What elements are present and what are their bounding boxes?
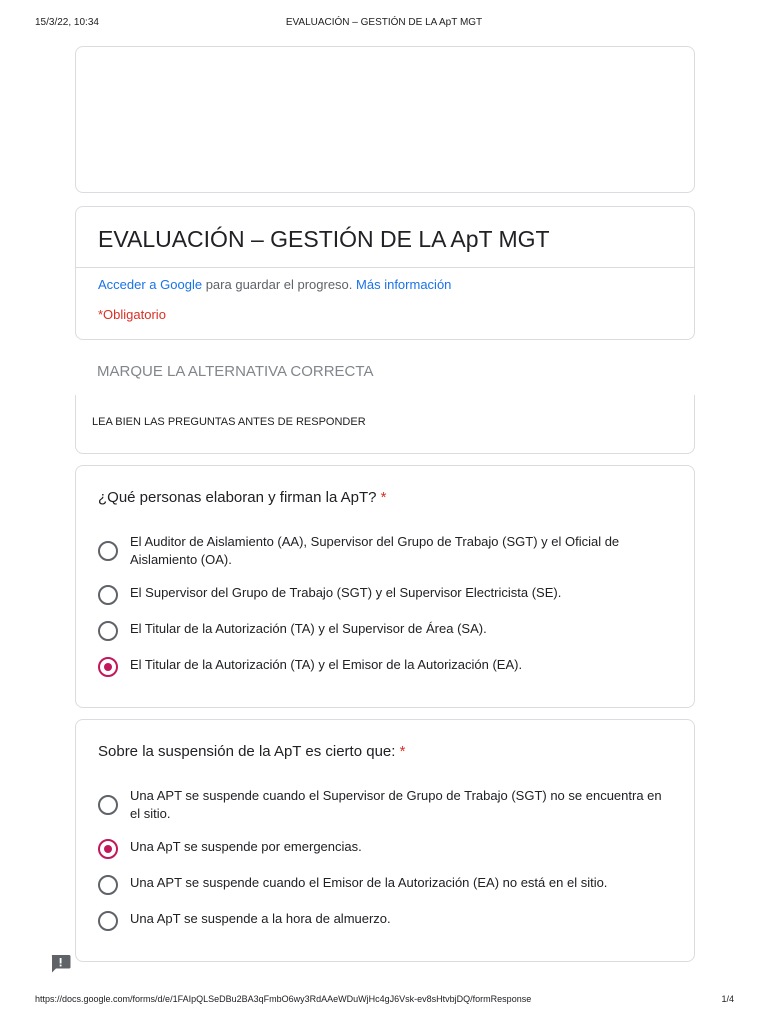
option-label: Una ApT se suspende a la hora de almuerzo. bbox=[130, 911, 391, 926]
required-note: *Obligatorio bbox=[98, 307, 166, 322]
required-asterisk: * bbox=[399, 743, 406, 760]
option-label: Una APT se suspende cuando el Supervisor de Grupo de Trabajo (SGT) no se encuentra en el sitio. bbox=[130, 788, 662, 821]
radio-button[interactable] bbox=[98, 875, 118, 895]
option-label: El Supervisor del Grupo de Trabajo (SGT) y el Supervisor Electricista (SE). bbox=[130, 585, 562, 600]
section-description-card bbox=[75, 395, 695, 454]
question-text: ¿Qué personas elaboran y firman la ApT? bbox=[98, 489, 377, 506]
print-footer bbox=[0, 994, 768, 1008]
feedback-icon[interactable] bbox=[50, 954, 71, 973]
section-title: MARQUE LA ALTERNATIVA CORRECTA bbox=[97, 363, 374, 380]
page-number: 1/4 bbox=[721, 994, 734, 1004]
radio-option[interactable] bbox=[98, 585, 668, 605]
option-label: El Titular de la Autorización (TA) y el Supervisor de Área (SA). bbox=[130, 621, 487, 636]
question-title bbox=[98, 743, 405, 760]
question-text: Sobre la suspensión de la ApT es cierto que: bbox=[98, 743, 396, 760]
form-title-card bbox=[75, 206, 695, 340]
radio-button[interactable] bbox=[98, 795, 118, 815]
radio-button[interactable] bbox=[98, 621, 118, 641]
question-card-2 bbox=[75, 719, 695, 962]
radio-button[interactable] bbox=[98, 911, 118, 931]
radio-option[interactable] bbox=[98, 911, 668, 931]
title-divider bbox=[76, 267, 694, 268]
section-description: LEA BIEN LAS PREGUNTAS ANTES DE RESPONDER bbox=[92, 416, 366, 428]
option-label: Una ApT se suspende por emergencias. bbox=[130, 839, 362, 854]
print-title: EVALUACIÓN – GESTIÓN DE LA ApT MGT bbox=[285, 17, 483, 28]
more-info-link[interactable]: Más información bbox=[356, 277, 452, 292]
radio-button-selected[interactable] bbox=[98, 657, 118, 677]
radio-option[interactable] bbox=[98, 621, 668, 641]
question-card-1 bbox=[75, 465, 695, 708]
radio-option[interactable] bbox=[98, 875, 668, 895]
radio-option[interactable] bbox=[98, 839, 668, 859]
radio-button[interactable] bbox=[98, 585, 118, 605]
option-label: El Titular de la Autorización (TA) y el Emisor de la Autorización (EA). bbox=[130, 657, 523, 672]
option-label: Una APT se suspende cuando el Emisor de la Autorización (EA) no está en el sitio. bbox=[130, 875, 608, 890]
print-header bbox=[0, 17, 768, 31]
signin-link[interactable]: Acceder a Google bbox=[98, 277, 203, 292]
option-label: El Auditor de Aislamiento (AA), Supervisor del Grupo de Trabajo (SGT) y el Oficial de Aislamiento (OA). bbox=[130, 534, 620, 567]
question-title bbox=[98, 489, 387, 506]
radio-option[interactable] bbox=[98, 534, 668, 567]
radio-button[interactable] bbox=[98, 541, 118, 561]
print-url: https://docs.google.com/forms/d/e/1FAIpQLSeDBu2BA3qFmbO6wy3RdAAeWDuWjHc4gJ6Vsk-ev8sHtvbjDQ/formResponse bbox=[35, 994, 532, 1004]
required-asterisk: * bbox=[380, 489, 387, 506]
signin-text: para guardar el progreso. bbox=[205, 277, 353, 292]
radio-option[interactable] bbox=[98, 788, 668, 821]
form-banner bbox=[75, 46, 695, 193]
radio-option[interactable] bbox=[98, 657, 668, 677]
signin-line bbox=[98, 277, 451, 292]
print-date: 15/3/22, 10:34 bbox=[35, 17, 99, 28]
form-title: EVALUACIÓN – GESTIÓN DE LA ApT MGT bbox=[98, 226, 550, 252]
radio-button-selected[interactable] bbox=[98, 839, 118, 859]
